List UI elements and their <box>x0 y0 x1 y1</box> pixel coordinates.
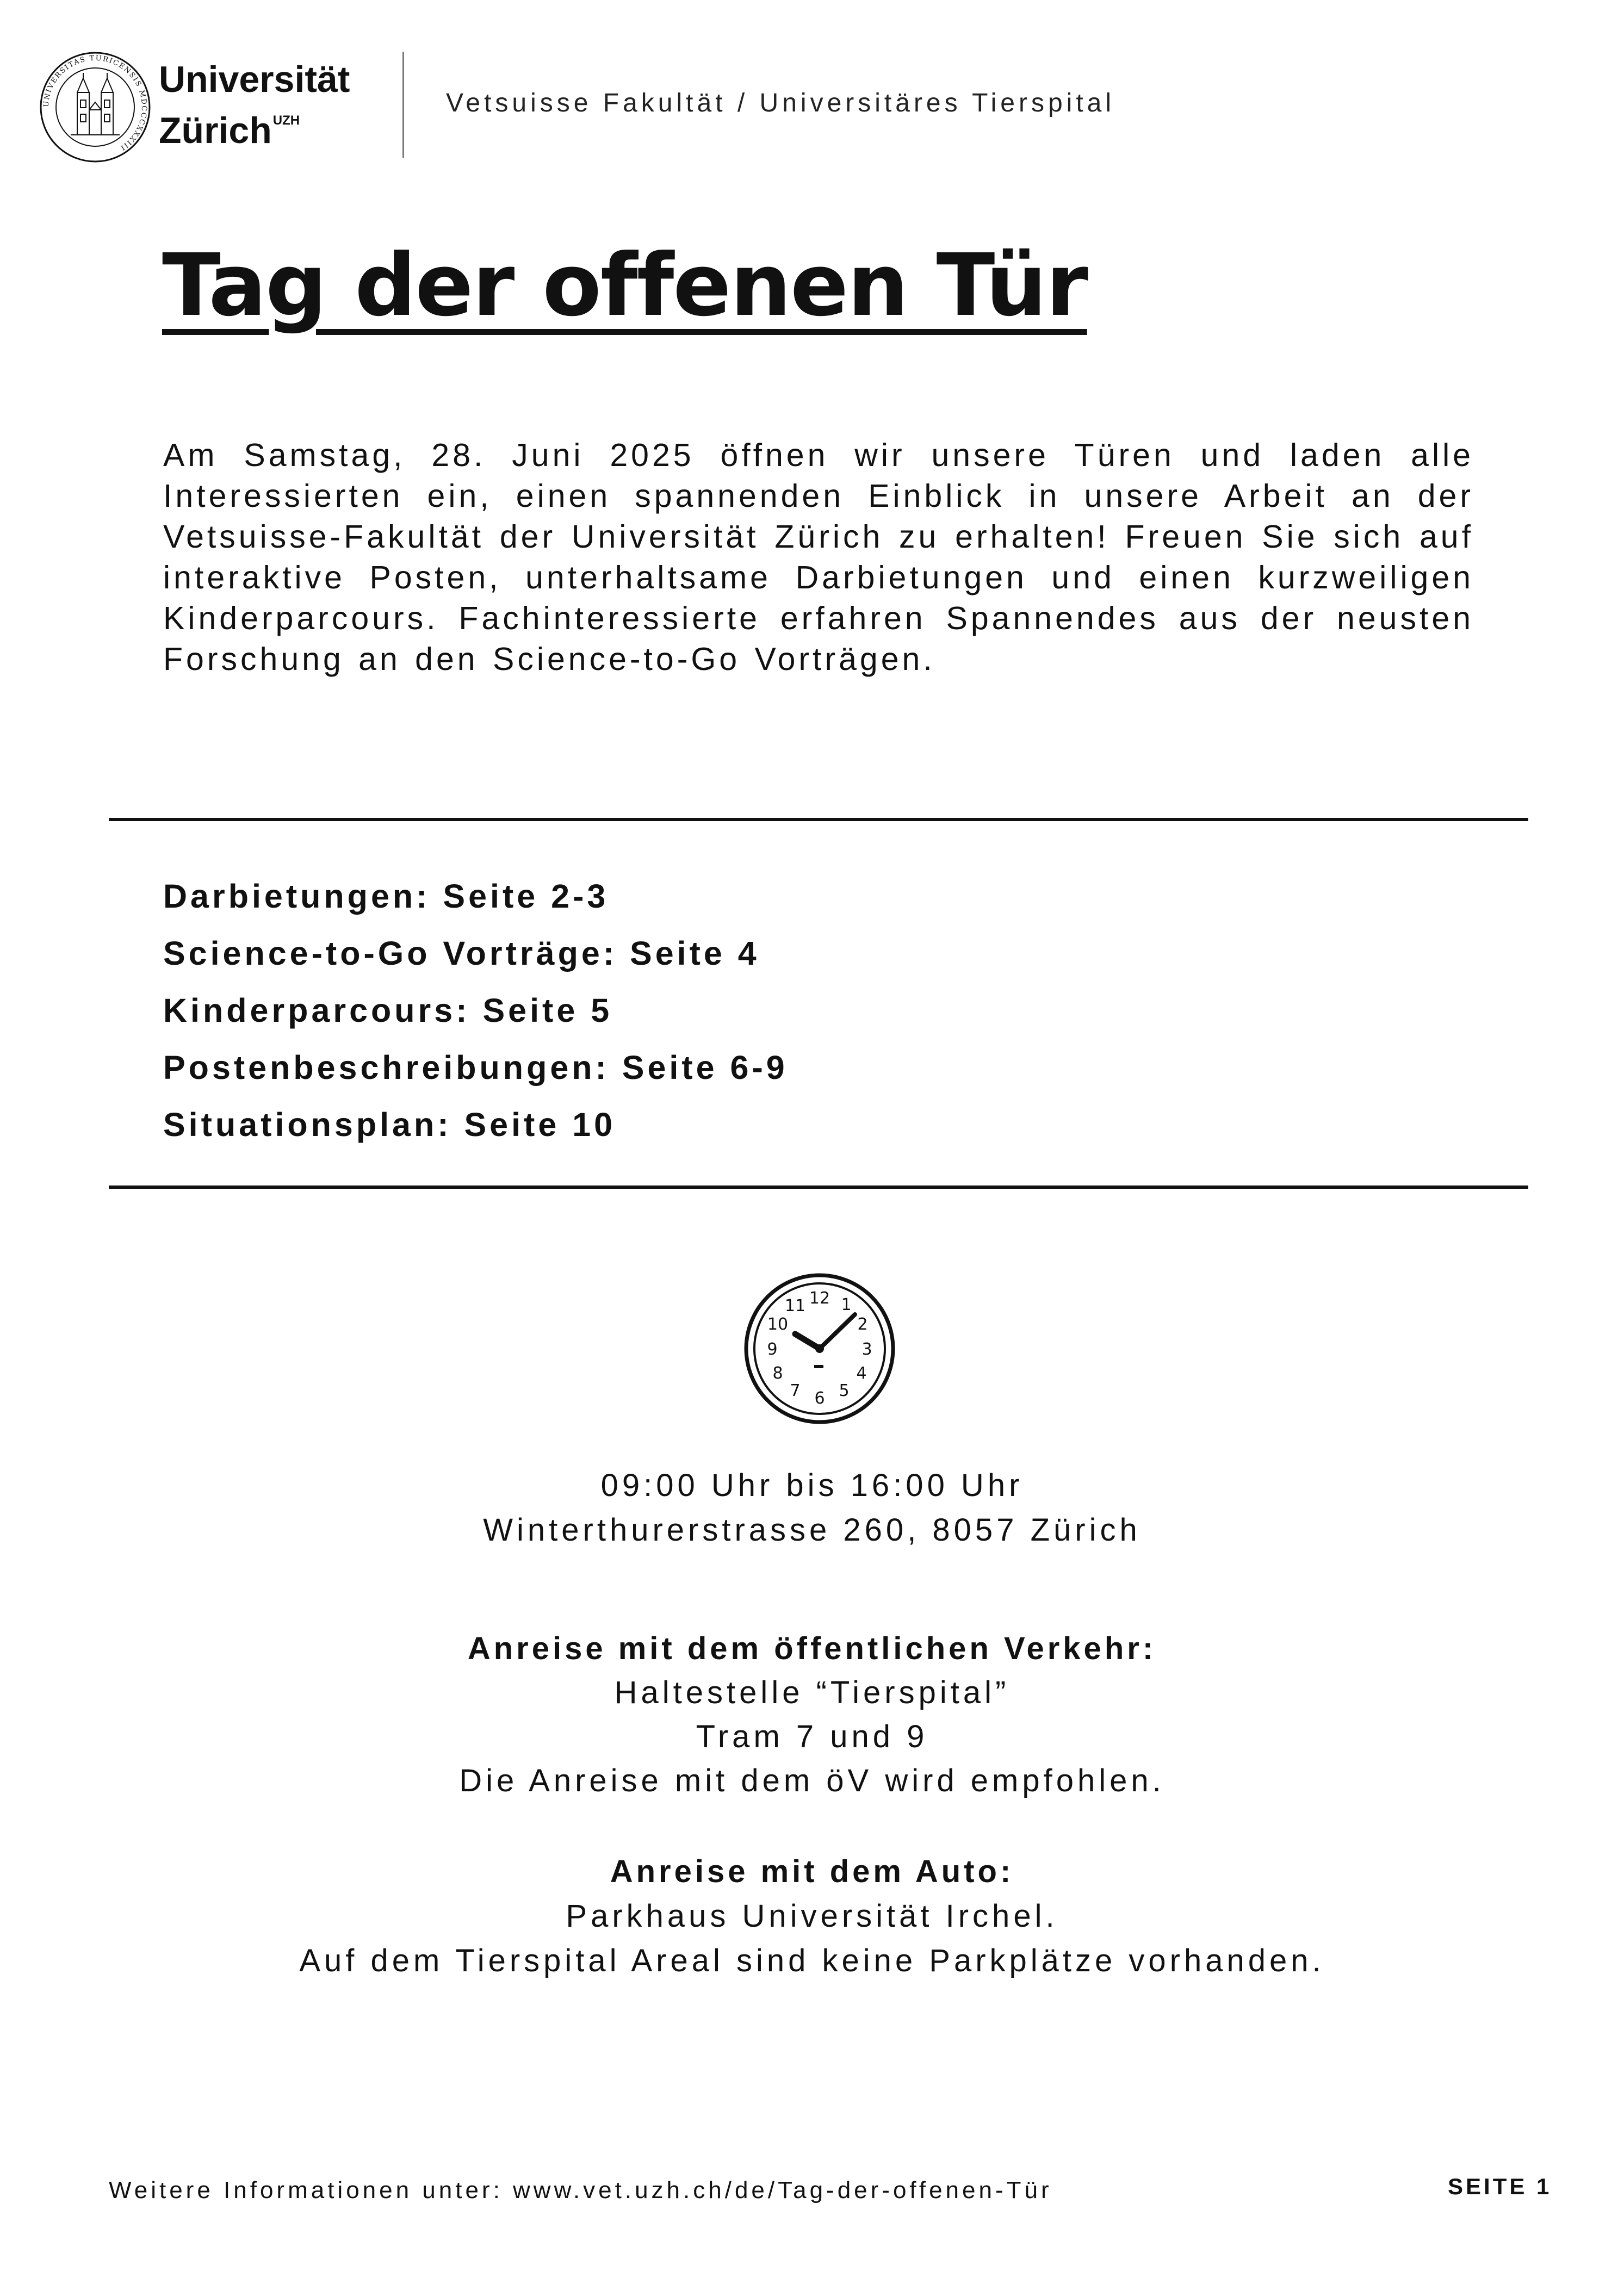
toc-item-science-to-go: Science-to-Go Vorträge: Seite 4 <box>163 935 760 972</box>
clock-numeral-7: 7 <box>790 1381 801 1400</box>
intro-paragraph: Am Samstag, 28. Juni 2025 öffnen wir unsere Türen und laden alle Interessierten ein, einen spannenden Einblick in unsere Arbeit an der Vetsuisse-Fakultät der Universität Zürich zu erhalten! Freuen Sie sich auf interaktive Posten, unterhaltsame Darbietungen und einen kurzweiligen Kinderparcours. Fachinteressierte erfahren Spannendes aus der neusten Forschung an den Science-to-Go Vorträgen. <box>163 437 1474 677</box>
table-of-contents <box>163 868 788 1153</box>
public-transport-recommendation: Die Anreise mit dem öV wird empfohlen. <box>459 1763 1165 1798</box>
car-parking: Parkhaus Universität Irchel. <box>566 1898 1058 1934</box>
clock-numeral-1: 1 <box>841 1295 852 1314</box>
svg-text:UNIVERSITAS TURICENSIS MDCCCXX <box>42 54 148 152</box>
public-transport-lines: Tram 7 und 9 <box>696 1719 928 1754</box>
clock-icon <box>741 1270 898 1428</box>
university-name-line1: Universität <box>159 59 350 100</box>
toc-item-situationsplan: Situationsplan: Seite 10 <box>163 1106 616 1143</box>
divider-top <box>109 818 1528 821</box>
event-address: Winterthurerstrasse 260, 8057 Zürich <box>483 1512 1141 1548</box>
faculty-name: Vetsuisse Fakultät / Universitäres Tierspital <box>446 89 1115 117</box>
clock-numeral-4: 4 <box>856 1364 867 1383</box>
clock-numeral-8: 8 <box>772 1364 783 1383</box>
car-heading: Anreise mit dem Auto: <box>610 1854 1014 1889</box>
seal-text: UNIVERSITAS TURICENSIS MDCCCXXXIII <box>42 54 148 152</box>
toc-item-kinderparcours: Kinderparcours: Seite 5 <box>163 992 613 1029</box>
car-note: Auf dem Tierspital Areal sind keine Parkplätze vorhanden. <box>299 1943 1325 1978</box>
divider-bottom <box>109 1186 1528 1189</box>
public-transport-heading: Anreise mit dem öffentlichen Verkehr: <box>467 1631 1157 1666</box>
clock-numeral-6: 6 <box>814 1389 825 1408</box>
university-name-line2: Zürich <box>159 110 272 151</box>
clock-numeral-9: 9 <box>767 1340 778 1359</box>
clock-numeral-12: 12 <box>809 1289 830 1308</box>
university-seal-logo <box>38 50 152 164</box>
page-number: SEITE 1 <box>1448 2174 1552 2199</box>
clock-numeral-10: 10 <box>767 1315 789 1334</box>
clock-numeral-3: 3 <box>861 1340 872 1359</box>
header-divider <box>402 52 404 158</box>
public-transport-stop: Haltestelle “Tierspital” <box>614 1675 1010 1710</box>
clock-numeral-11: 11 <box>784 1296 806 1315</box>
toc-item-darbietungen: Darbietungen: Seite 2-3 <box>163 878 609 915</box>
toc-item-postenbeschreibungen: Postenbeschreibungen: Seite 6-9 <box>163 1049 788 1086</box>
clock-numeral-5: 5 <box>839 1381 850 1400</box>
event-time: 09:00 Uhr bis 16:00 Uhr <box>600 1468 1024 1503</box>
uzh-suffix: UZH <box>272 113 300 128</box>
clock-numeral-2: 2 <box>857 1315 868 1334</box>
page-title: Tag der offenen Tür <box>162 235 1087 336</box>
footer-more-info-link[interactable]: Weitere Informationen unter: www.vet.uzh.ch/de/Tag-der-offenen-Tür <box>109 2177 1052 2204</box>
university-wordmark <box>159 59 350 151</box>
